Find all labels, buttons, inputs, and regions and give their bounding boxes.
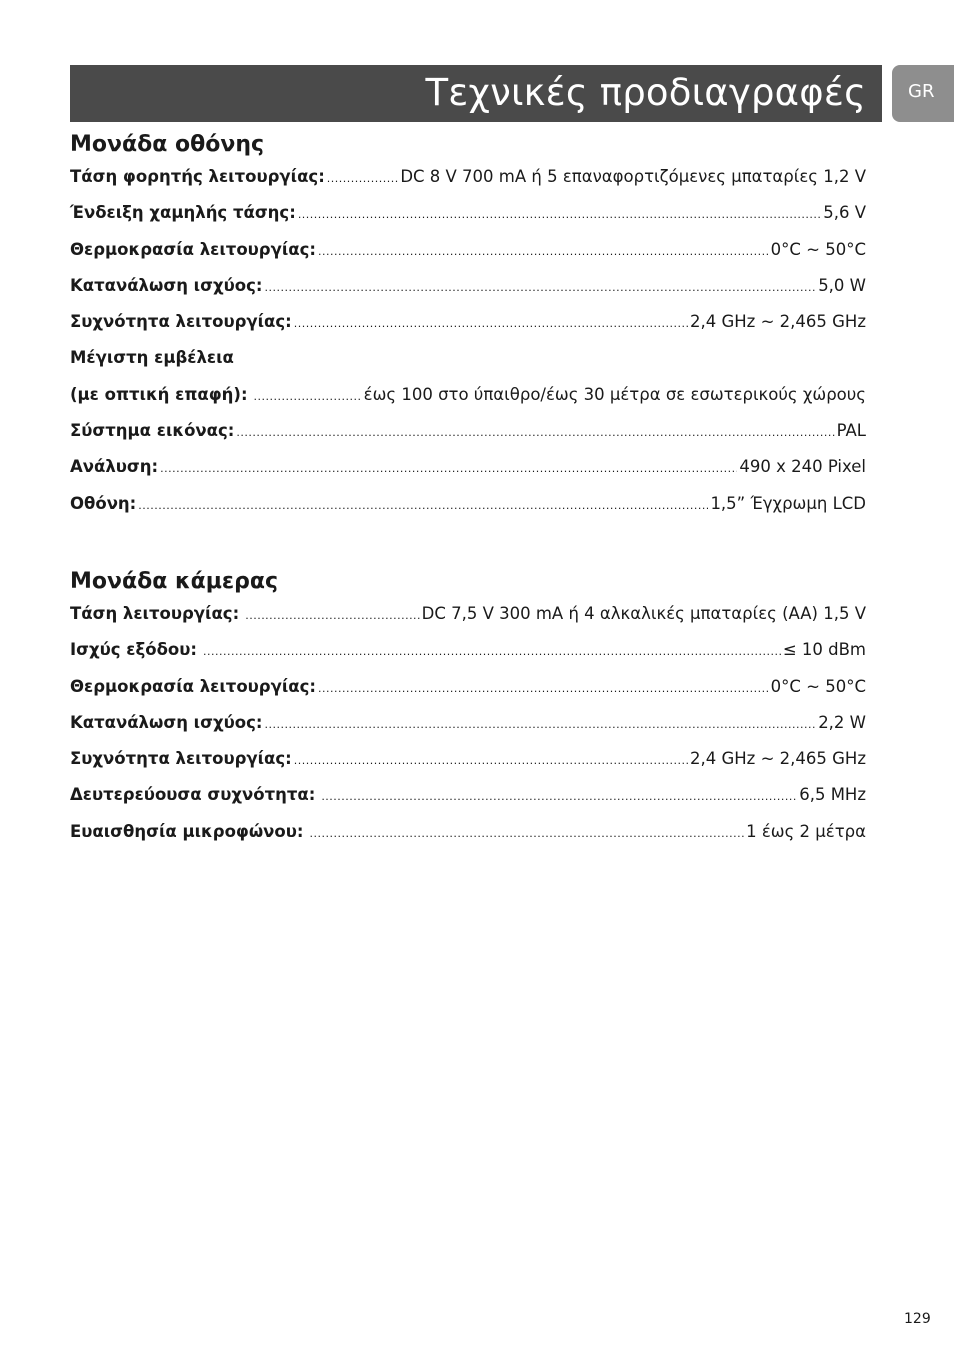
spec-value: 2,2 W: [818, 712, 866, 732]
dot-leader: [294, 317, 688, 330]
dot-leader: [264, 718, 816, 731]
dot-leader: [236, 426, 834, 439]
spec-row: [70, 822, 866, 858]
spec-row: [70, 604, 866, 640]
dot-leader: [294, 754, 688, 767]
spec-value: έως 100 στο ύπαιθρο/έως 30 μέτρα σε εσωτερικούς χώρους: [363, 384, 866, 404]
spec-row: [70, 421, 866, 457]
spec-value: 0°C ~ 50°C: [770, 676, 866, 696]
spec-label: Κατανάλωση ισχύος:: [70, 712, 263, 732]
spec-label: Θερμοκρασία λειτουργίας:: [70, 239, 316, 259]
dot-leader: [264, 281, 816, 294]
spec-label: Οθόνη:: [70, 493, 137, 513]
spec-label: Μέγιστη εμβέλεια: [70, 348, 234, 368]
page-number: 129: [904, 1311, 931, 1327]
dot-leader: [309, 827, 744, 840]
spec-row: [70, 494, 866, 530]
spec-label: Δευτερεύουσα συχνότητα:: [70, 785, 316, 805]
spec-value: 2,4 GHz ~ 2,465 GHz: [690, 749, 866, 769]
spec-value: 490 x 240 Pixel: [739, 457, 866, 477]
spec-value: 0°C ~ 50°C: [770, 239, 866, 259]
spec-row: [70, 385, 866, 421]
spec-row: [70, 749, 866, 785]
spec-row: [70, 348, 866, 384]
spec-value: ≤ 10 dBm: [782, 640, 866, 660]
dot-leader: [298, 208, 821, 221]
dot-leader: [321, 790, 797, 803]
spec-row: [70, 677, 866, 713]
section-heading: Μονάδα οθόνης: [70, 132, 265, 157]
spec-label: Τάση φορητής λειτουργίας:: [70, 167, 325, 186]
spec-value: 5,0 W: [818, 275, 866, 295]
spec-label: Ευαισθησία μικροφώνου:: [70, 821, 304, 841]
spec-label: Συχνότητα λειτουργίας:: [70, 312, 292, 332]
spec-row: [70, 457, 866, 493]
dot-leader: [318, 682, 769, 695]
spec-row: [70, 240, 866, 276]
spec-label: Τάση λειτουργίας:: [70, 604, 240, 623]
spec-value: 2,4 GHz ~ 2,465 GHz: [690, 312, 866, 332]
section-heading: Μονάδα κάμερας: [70, 569, 279, 594]
spec-row: [70, 713, 866, 749]
page-title: Τεχνικές προδιαγραφές: [425, 71, 866, 114]
spec-row: [70, 276, 866, 312]
title-bar: [70, 65, 882, 122]
spec-row: [70, 167, 866, 203]
spec-value: 1 έως 2 μέτρα: [746, 821, 866, 841]
spec-row: [70, 785, 866, 821]
spec-value: DC 8 V 700 mA ή 5 επαναφορτιζόμενες μπαταρίες 1,2 V: [400, 167, 866, 186]
spec-value: DC 7,5 V 300 mA ή 4 αλκαλικές μπαταρίες (AA) 1,5 V: [421, 604, 866, 623]
spec-label: Ισχύς εξόδου:: [70, 640, 197, 660]
spec-value: 1,5” Έγχρωμη LCD: [710, 493, 866, 513]
spec-row: [70, 312, 866, 348]
dot-leader: [318, 245, 769, 258]
dot-leader: [254, 390, 362, 403]
spec-label: Σύστημα εικόνας:: [70, 421, 235, 441]
spec-label: Ανάλυση:: [70, 457, 159, 477]
dot-leader: [138, 499, 708, 512]
spec-row: [70, 640, 866, 676]
dot-leader: [245, 609, 419, 622]
spec-value: PAL: [836, 421, 866, 441]
spec-label: Συχνότητα λειτουργίας:: [70, 749, 292, 769]
spec-label: Ένδειξη χαμηλής τάσης:: [70, 203, 296, 223]
spec-value: 5,6 V: [823, 203, 866, 223]
dot-leader: [203, 645, 781, 658]
spec-label: Θερμοκρασία λειτουργίας:: [70, 676, 316, 696]
spec-label: Κατανάλωση ισχύος:: [70, 275, 263, 295]
spec-value: 6,5 MHz: [799, 785, 866, 805]
section-camera-unit: [70, 567, 866, 858]
language-code: GR: [908, 81, 935, 102]
section-display-unit: [70, 130, 866, 530]
dot-leader: [160, 462, 737, 475]
spec-row: [70, 203, 866, 239]
language-tab: [892, 65, 954, 122]
spec-label: (με οπτική επαφή):: [70, 384, 248, 404]
dot-leader: [327, 172, 399, 185]
